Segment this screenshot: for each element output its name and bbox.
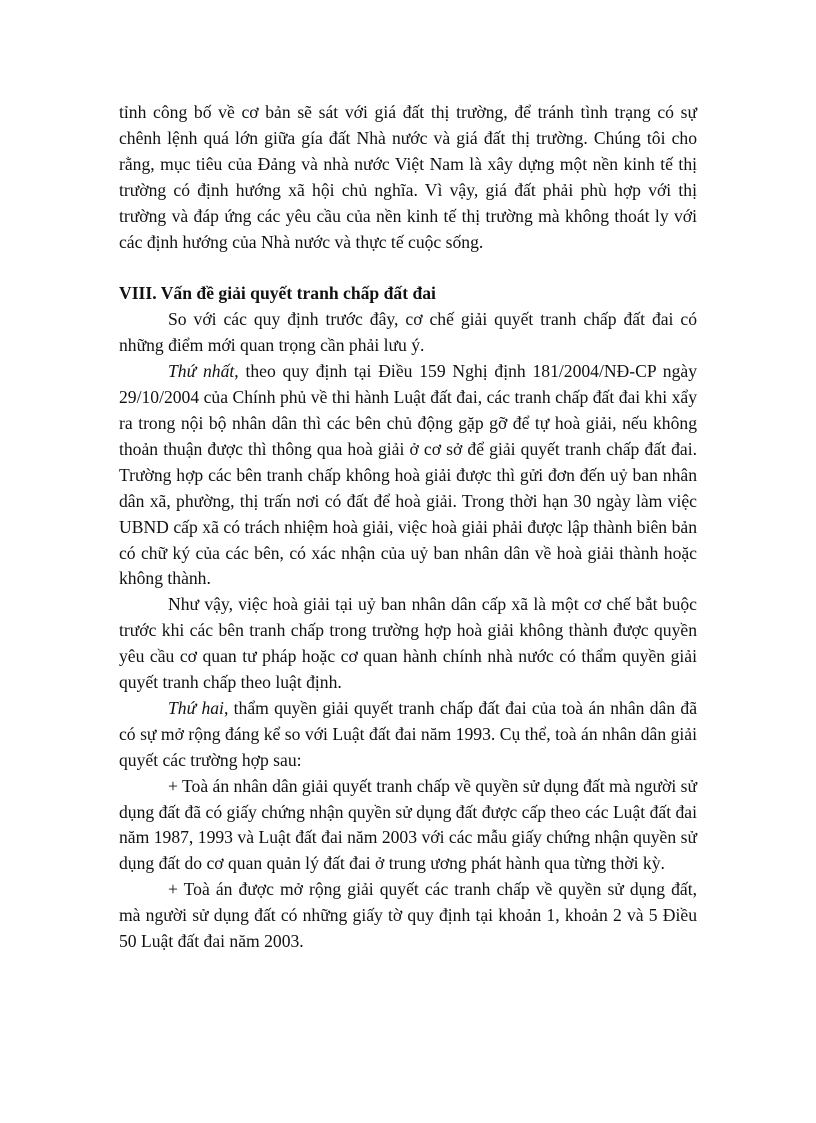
paragraph-overview: So với các quy định trước đây, cơ chế giải quyết tranh chấp đất đai có những điểm mới quan trọng cần phải lưu ý.: [119, 309, 697, 356]
paragraph-conclusion: Như vậy, việc hoà giải tại uỷ ban nhân dân cấp xã là một cơ chế bắt buộc trước khi các bên tranh chấp trong trường hợp hoà giải không thành được quyền yêu cầu cơ quan tư pháp hoặc cơ quan hành chính nhà nước có thẩm quyền giải quyết tranh chấp theo luật định.: [119, 594, 697, 693]
second-point-text: , thẩm quyền giải quyết tranh chấp đất đai của toà án nhân dân đã có sự mở rộng đáng kể so với Luật đất đai năm 1993. Cụ thể, toà án nhân dân giải quyết các trường hợp sau:: [119, 697, 697, 770]
document-page: [119, 100, 697, 955]
first-point-text: , theo quy định tại Điều 159 Nghị định 181/2004/NĐ-CP ngày 29/10/2004 của Chính phủ về thi hành Luật đất đai, các tranh chấp đất đai khi xẩy ra trong nội bộ nhân dân thì các bên chủ động gặp gỡ để tự hoà giải, nếu không thoản thuận được thì thông qua hoà giải ở cơ sở để giải quyết tranh chấp đất đai. Trường hợp các bên tranh chấp không hoà giải được thì gửi đơn đến uỷ ban nhân dân xã, phường, thị trấn nơi có đất để hoà giải. Trong thời hạn 30 ngày làm việc UBND cấp xã có trách nhiệm hoà giải, việc hoà giải phải được lập thành biên bản có chữ ký của các bên, có xác nhận của uỷ ban nhân dân về hoà giải thành hoặc không thành.: [119, 361, 697, 589]
paragraph-second-point: [119, 696, 697, 774]
first-point-lead: Thứ nhất: [168, 361, 235, 382]
section-heading: VIII. Vấn đề giải quyết tranh chấp đất đai: [119, 283, 436, 304]
bullet-item: + Toà án được mở rộng giải quyết các tranh chấp về quyền sử dụng đất, mà người sử dụng đất có những giấy tờ quy định tại khoản 1, khoản 2 và 5 Điều 50 Luật đất đai năm 2003.: [119, 879, 697, 952]
second-point-lead: Thứ hai: [168, 697, 224, 718]
spacer: [119, 255, 697, 281]
paragraph-intro: tỉnh công bố về cơ bản sẽ sát với giá đất thị trường, để tránh tình trạng có sự chênh lệnh quá lớn giữa gía đất Nhà nước và giá đất thị trường. Chúng tôi cho rằng, mục tiêu của Đảng và nhà nước Việt Nam là xây dựng một nền kinh tế thị trường có định hướng xã hội chủ nghĩa. Vì vậy, giá đất phải phù hợp với thị trường và đáp ứng các yêu cầu của nền kinh tế thị trường mà không thoát ly với các định hướng của Nhà nước và thực tế cuộc sống.: [119, 102, 697, 252]
paragraph-first-point: [119, 359, 697, 592]
bullet-item: + Toà án nhân dân giải quyết tranh chấp về quyền sử dụng đất mà người sử dụng đất đã có giấy chứng nhận quyền sử dụng đất được cấp theo các Luật đất đai năm 1987, 1993 và Luật đất đai năm 2003 với các mẫu giấy chứng nhận quyền sử dụng đất do cơ quan quản lý đất đai ở trung ương phát hành qua từng thời kỳ.: [119, 775, 698, 874]
